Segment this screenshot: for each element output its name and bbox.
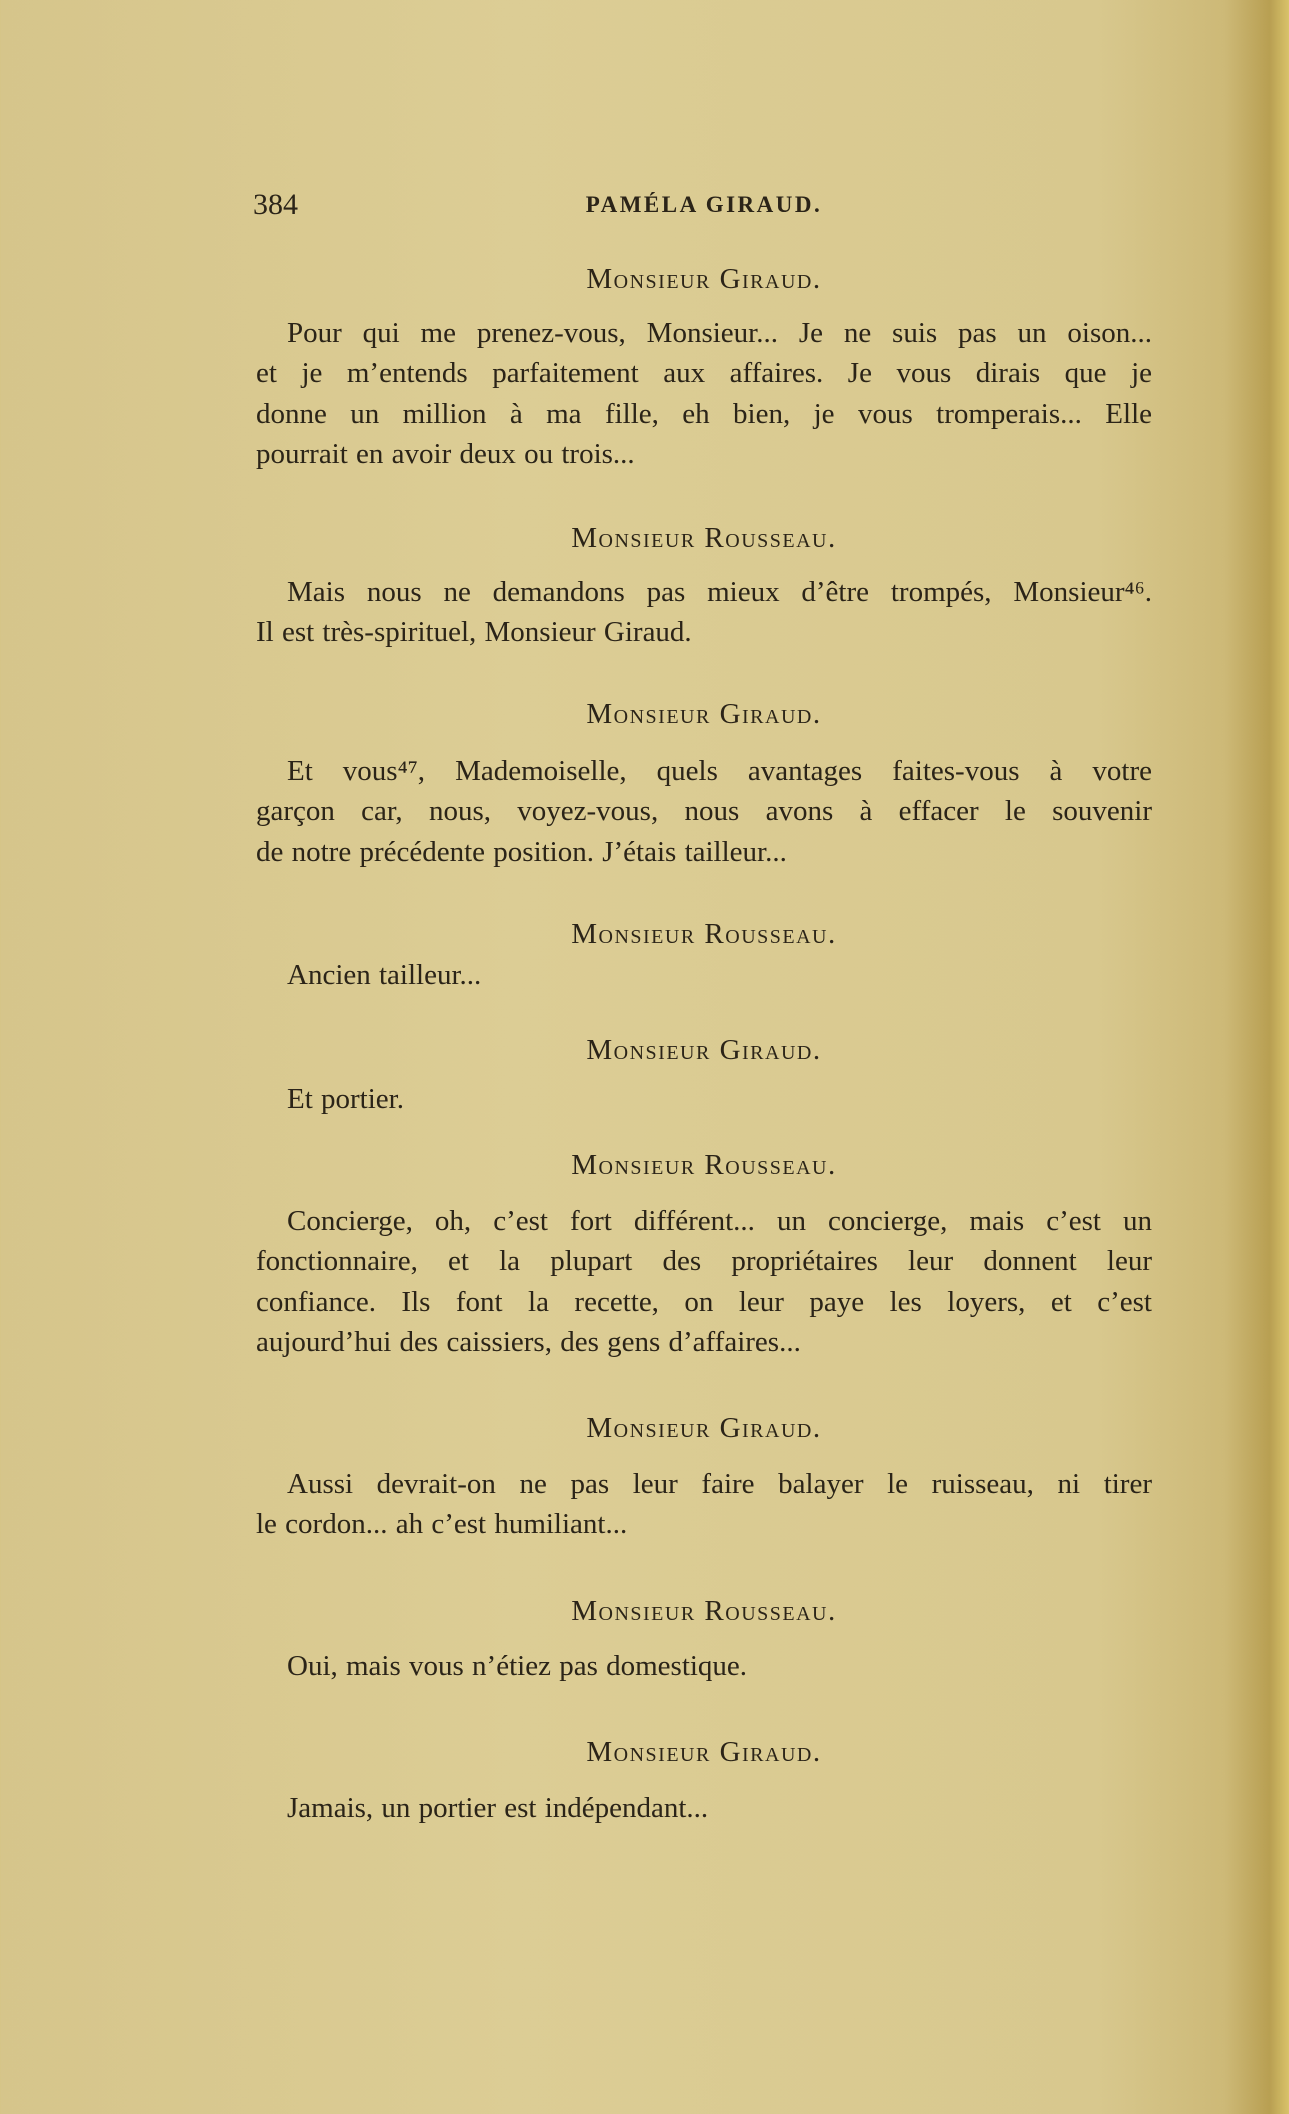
dialogue-line: Jamais, un portier est indépendant...: [287, 1792, 709, 1824]
speaker-name: Monsieur Rousseau.: [571, 918, 837, 950]
speaker-name: Monsieur Rousseau.: [571, 522, 837, 554]
speaker-name: Monsieur Rousseau.: [571, 1149, 837, 1181]
speaker-name: Monsieur Rousseau.: [571, 1595, 837, 1627]
dialogue-line: Oui, mais vous n’étiez pas domestique.: [287, 1650, 748, 1682]
dialogue-line: aujourd’hui des caissiers, des gens d’affaires...: [256, 1326, 801, 1359]
dialogue-line: Concierge, oh, c’est fort différent... un concierge, mais c’est un: [287, 1205, 1152, 1237]
speaker-name: Monsieur Giraud.: [586, 263, 822, 295]
dialogue-line: Il est très-spirituel, Monsieur Giraud.: [256, 616, 692, 649]
dialogue-line: le cordon... ah c’est humiliant...: [256, 1508, 628, 1541]
page-number: 384: [253, 188, 298, 221]
speaker-name: Monsieur Giraud.: [586, 1736, 822, 1768]
speaker-name: Monsieur Giraud.: [586, 1034, 822, 1066]
dialogue-line: Et vous⁴⁷, Mademoiselle, quels avantages faites-vous à votre: [287, 755, 1152, 787]
dialogue-line: Et portier.: [287, 1083, 404, 1115]
dialogue-line: garçon car, nous, voyez-vous, nous avons à effacer le souvenir: [256, 795, 1152, 828]
dialogue-line: Ancien tailleur...: [287, 959, 482, 991]
dialogue-line: Aussi devrait-on ne pas leur faire balayer le ruisseau, ni tirer: [287, 1468, 1152, 1500]
dialogue-line: pourrait en avoir deux ou trois...: [256, 438, 635, 471]
dialogue-line: et je m’entends parfaitement aux affaires. Je vous dirais que je: [256, 357, 1152, 390]
dialogue-line: fonctionnaire, et la plupart des propriétaires leur donnent leur: [256, 1245, 1152, 1278]
dialogue-line: Mais nous ne demandons pas mieux d’être trompés, Monsieur⁴⁶.: [287, 576, 1152, 608]
speaker-name: Monsieur Giraud.: [586, 698, 822, 730]
running-title: PAMÉLA GIRAUD.: [585, 192, 823, 217]
dialogue-line: Pour qui me prenez-vous, Monsieur... Je ne suis pas un oison...: [287, 317, 1152, 349]
speaker-name: Monsieur Giraud.: [586, 1412, 822, 1444]
dialogue-line: donne un million à ma fille, eh bien, je vous tromperais... Elle: [256, 397, 1152, 430]
dialogue-line: de notre précédente position. J’étais tailleur...: [256, 835, 787, 868]
dialogue-line: confiance. Ils font la recette, on leur paye les loyers, et c’est: [256, 1285, 1152, 1318]
